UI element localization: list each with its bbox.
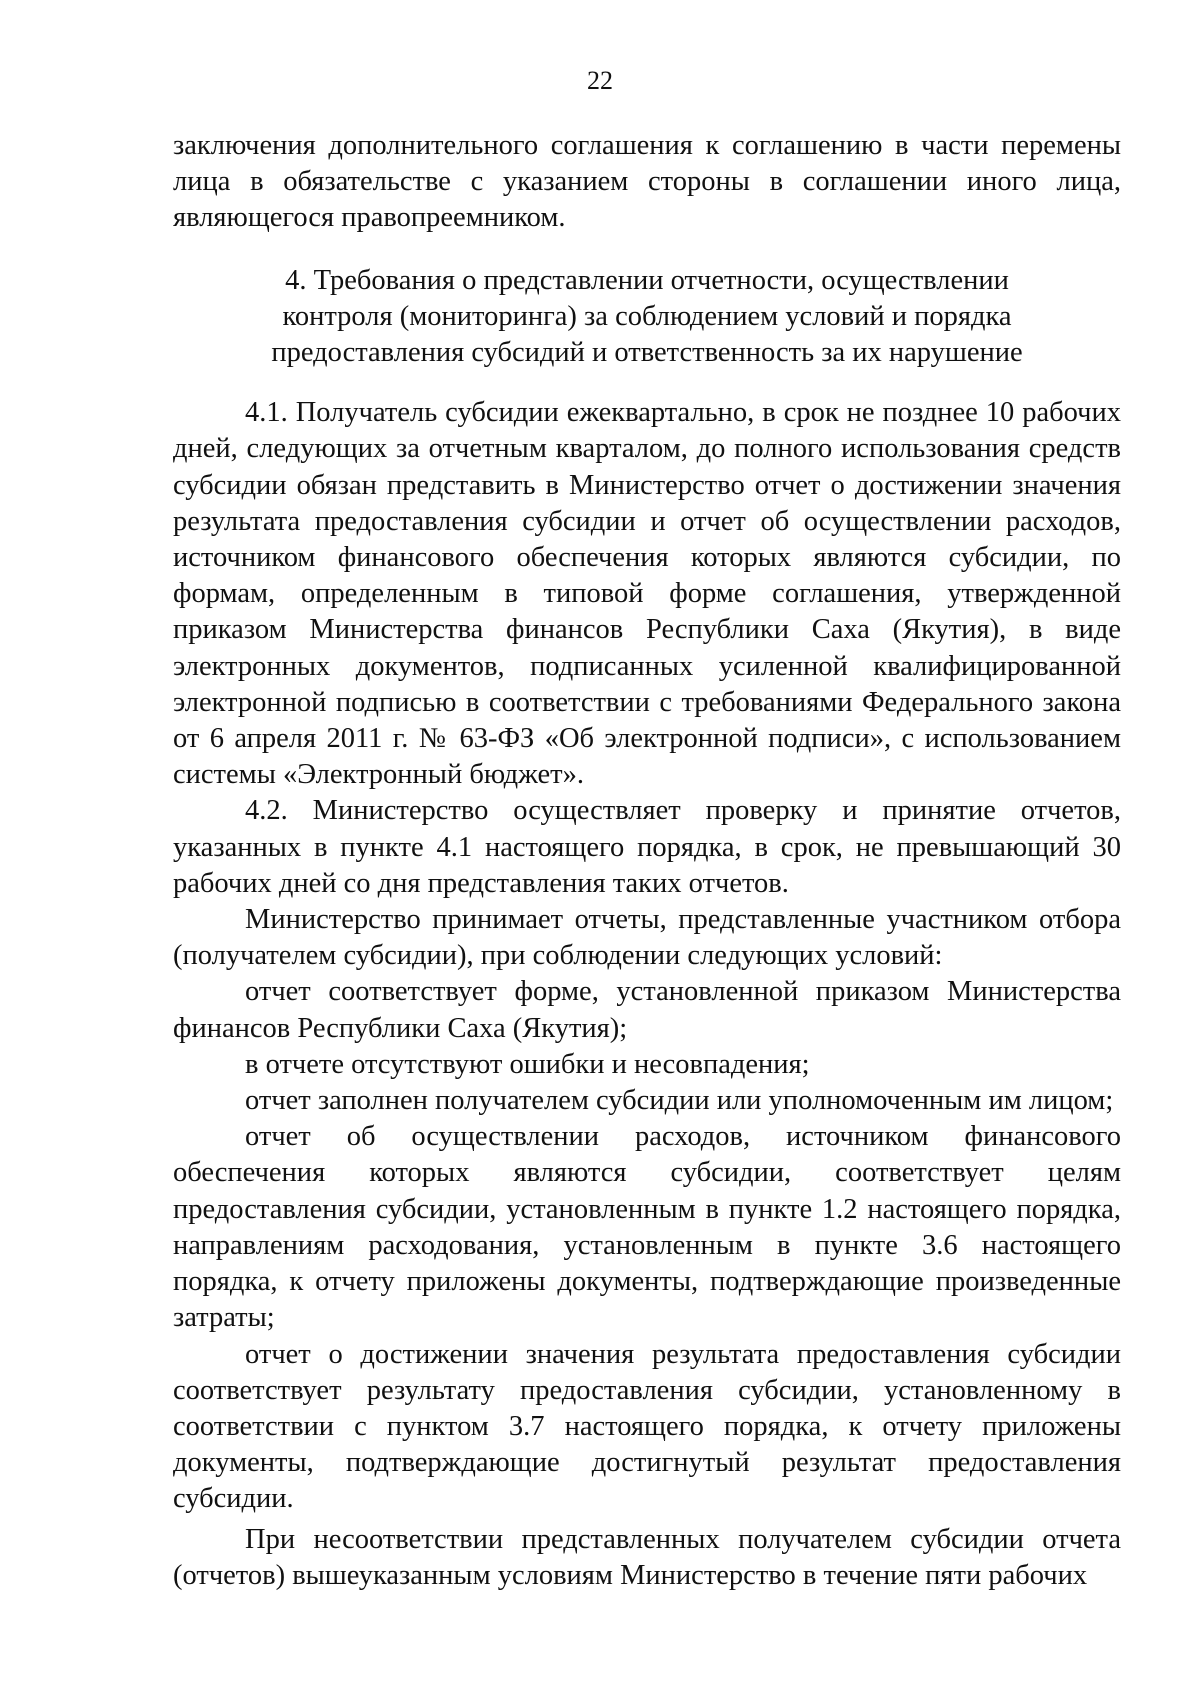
paragraph-4-2: 4.2. Министерство осуществляет проверку и принятие отчетов, указанных в пункте 4.1 настоящего порядка, в срок, не превышающий 30 рабочих дней со дня представления таких отчетов. <box>173 795 1121 899</box>
section-heading-line-3: предоставления субсидий и ответственность за их нарушение <box>271 337 1023 369</box>
section-heading-line-1: 4. Требования о представлении отчетности, осуществлении <box>285 264 1009 296</box>
condition-result-report: отчет о достижении значения результата предоставления субсидии соответствует результату предоставления субсидии, установленному в соответствии с пунктом 3.7 настоящего порядка, к отчету приложены документы, подтверждающие достигнутый результат предоставления субсидии. <box>173 1338 1121 1515</box>
condition-no-errors: в отчете отсутствуют ошибки и несовпадения; <box>245 1048 810 1080</box>
paragraph-4-1: 4.1. Получатель субсидии ежеквартально, в срок не позднее 10 рабочих дней, следующих за отчетным кварталом, до полного использования средств субсидии обязан представить в Министерство отчет о достижении значения результата предоставления субсидии и отчет об осуществлении расходов, источником финансового обеспечения которых являются субсидии, по формам, определенным в типовой форме соглашения, утвержденной приказом Министерства финансов Республики Саха (Якутия), в виде электронных документов, подписанных усиленной квалифицированной электронной подписью в соответствии с требованиями Федерального закона от 6 апреля 2011 г. № 63-ФЗ «Об электронной подписи», с использованием системы «Электронный бюджет». <box>173 397 1121 791</box>
section-heading <box>173 263 1121 372</box>
condition-filled-by: отчет заполнен получателем субсидии или уполномоченным им лицом; <box>245 1085 1114 1117</box>
condition-form: отчет соответствует форме, установленной приказом Министерства финансов Республики Саха (Якутия); <box>173 976 1121 1044</box>
condition-expenses-report: отчет об осуществлении расходов, источником финансового обеспечения которых являются субсидии, соответствует целям предоставления субсидии, установленным в пункте 1.2 настоящего порядка, направлениям расходования, установленным в пункте 3.6 настоящего порядка, к отчету приложены документы, подтверждающие произведенные затраты; <box>173 1121 1121 1334</box>
paragraph-continuation: заключения дополнительного соглашения к соглашению в части перемены лица в обязательстве с указанием стороны в соглашении иного лица, являющегося правопреемником. <box>173 130 1121 234</box>
paragraph-noncompliance: При несоответствии представленных получателем субсидии отчета (отчетов) вышеуказанным условиям Министерство в течение пяти рабочих <box>173 1523 1121 1591</box>
document-body <box>173 128 1121 1594</box>
page-number: 22 <box>587 66 613 95</box>
paragraph-acceptance-conditions: Министерство принимает отчеты, представленные участником отбора (получателем субсидии), при соблюдении следующих условий: <box>173 904 1121 972</box>
section-heading-line-2: контроля (мониторинга) за соблюдением условий и порядка <box>282 300 1012 332</box>
